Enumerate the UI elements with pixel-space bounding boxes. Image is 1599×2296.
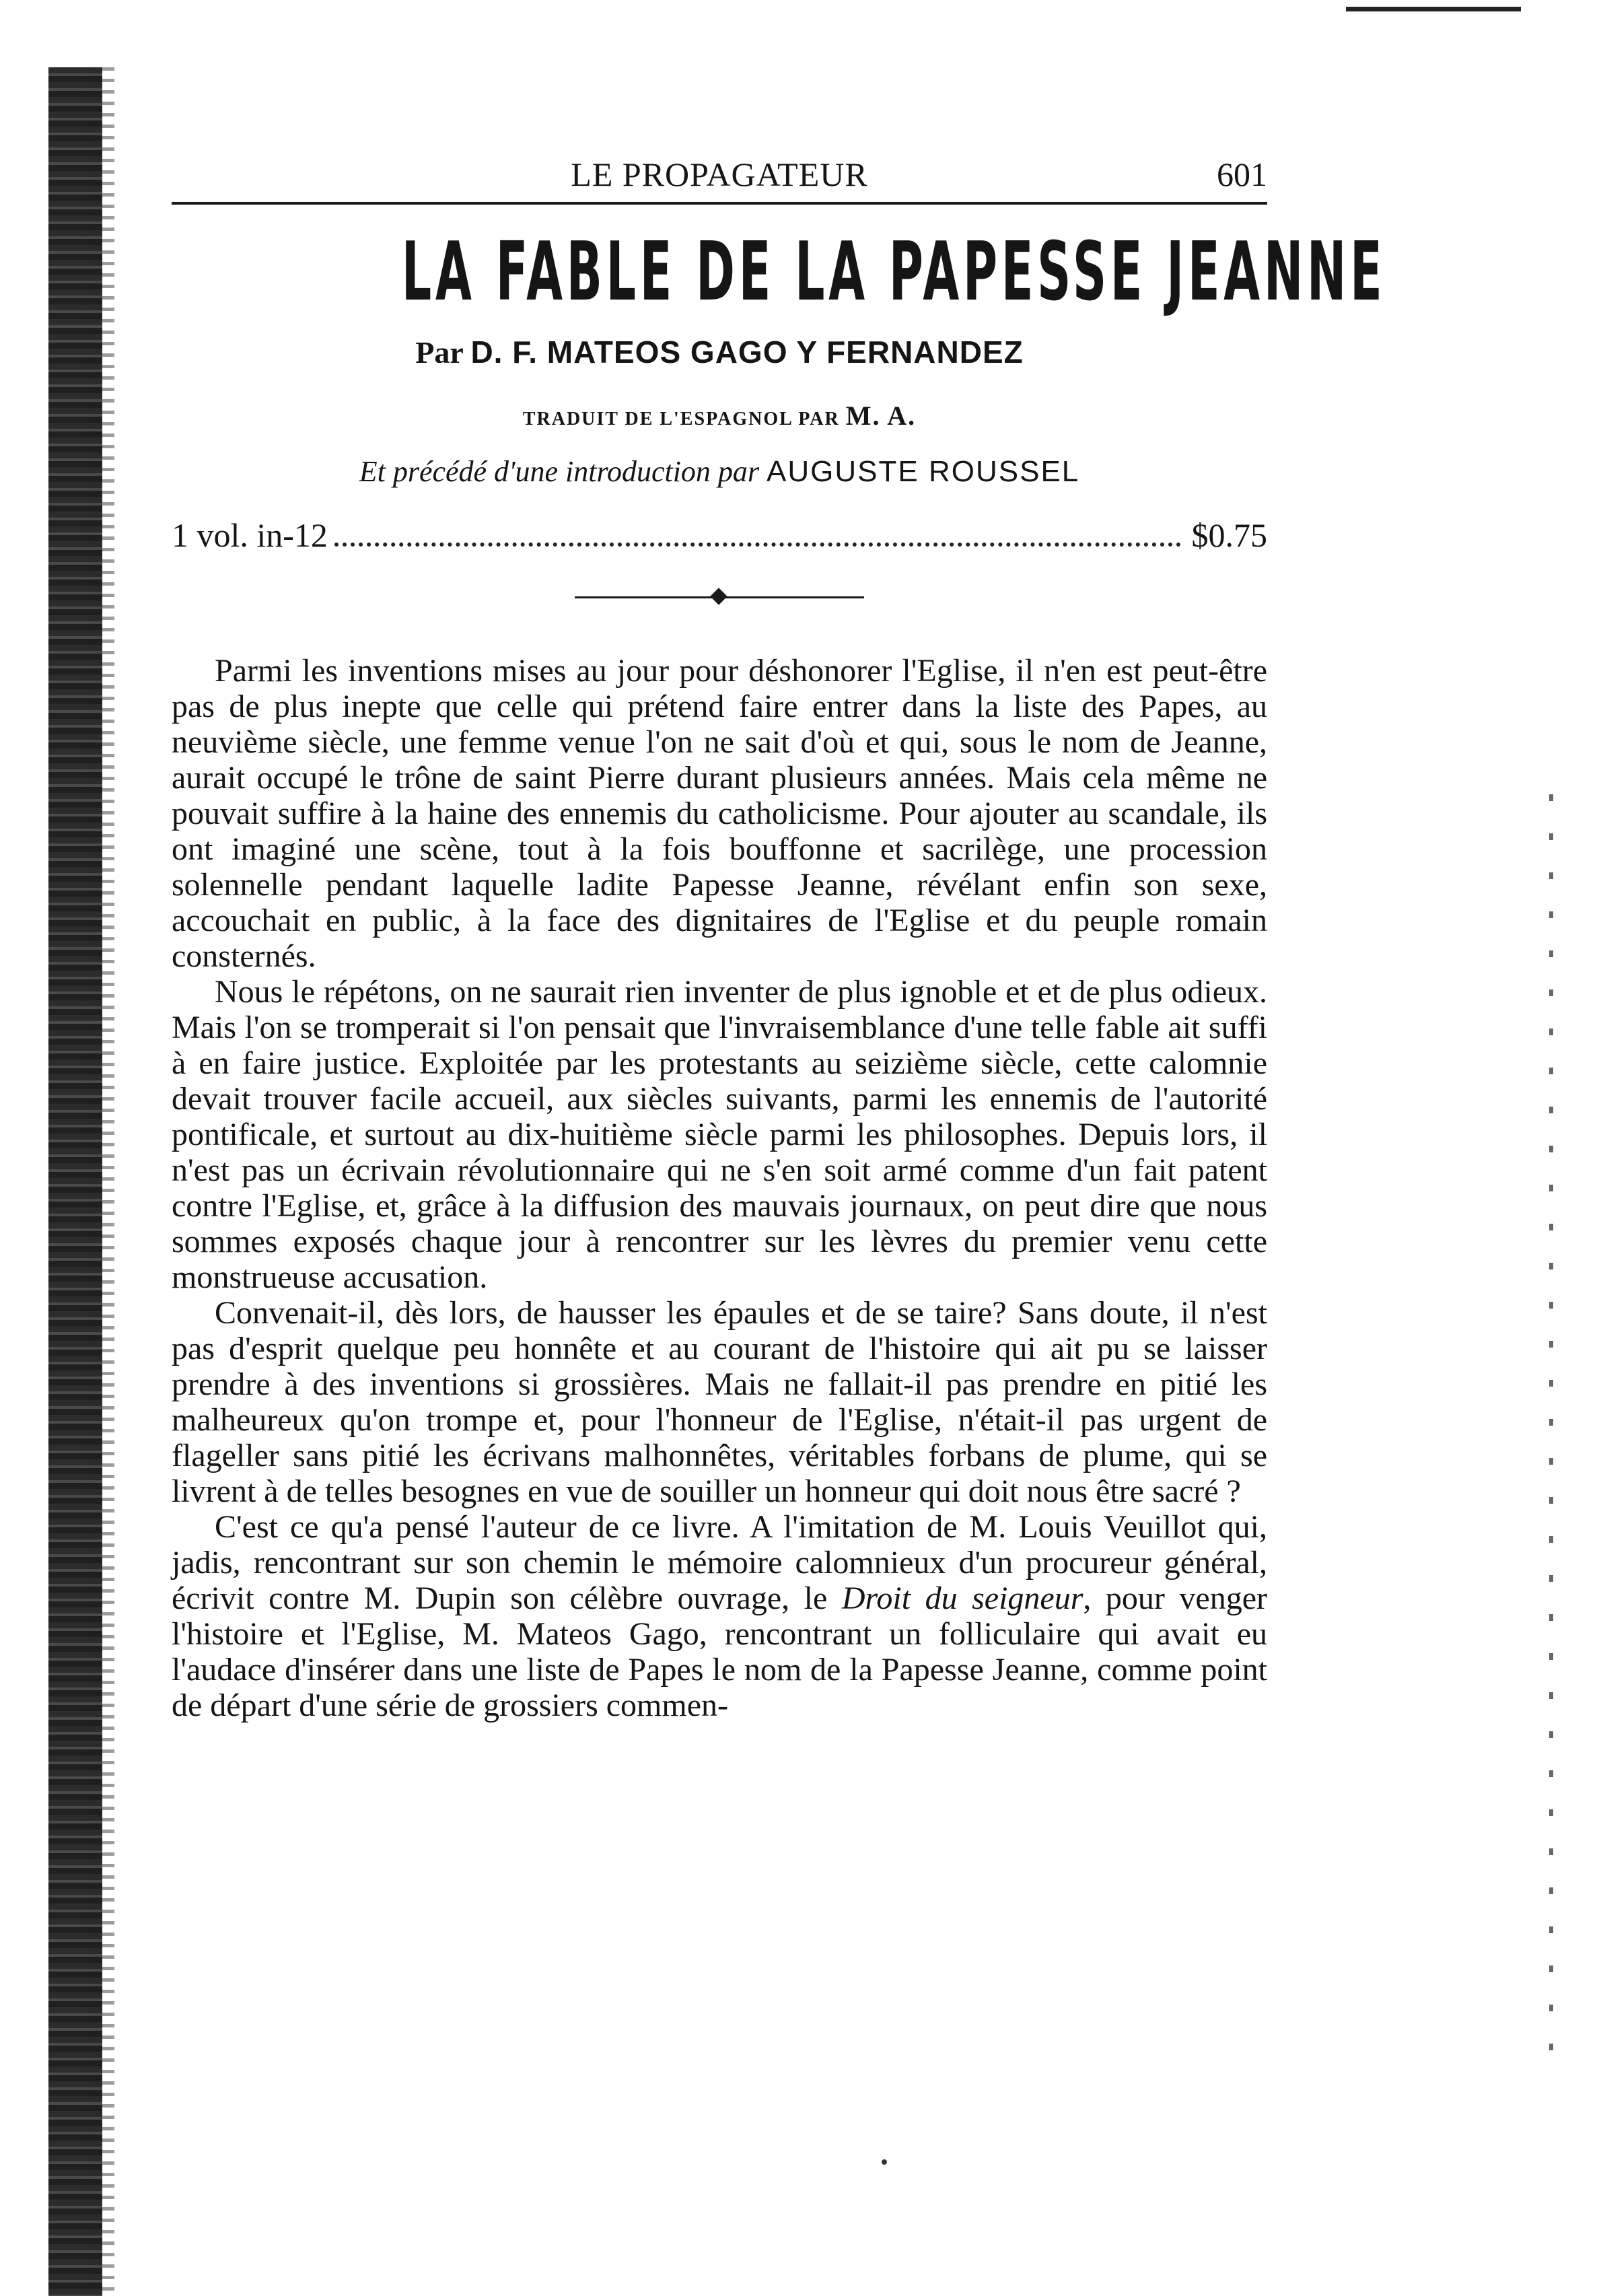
author-name: D. F. MATEOS GAGO Y FERNANDEZ — [470, 335, 1024, 370]
right-margin-specks — [1549, 794, 1553, 2073]
page — [172, 141, 1386, 1723]
price: $0.75 — [1191, 516, 1267, 554]
paragraph-4-end: , pour venger l'histoire et l'Eglise, M. Mateos Gago, rencontrant un folliculaire qui avait eu l'audace d'insérer dans une liste de Papes le nom de la Papesse Jeanne, comme point de départ d'une série de grossiers commen- — [172, 1580, 1268, 1723]
binding-edge-shadow — [48, 67, 102, 2296]
book-title: LA FABLE DE LA PAPESSE JEANNE — [401, 225, 1386, 319]
book-reference: Droit du seigneur — [841, 1580, 1083, 1616]
paragraph-1: Parmi les inventions mises au jour pour déshonorer l'Eglise, il n'en est peut-être pas de plus inepte que celle qui prétend faire entrer dans la liste des Papes, au neuvième siècle, une femme venue l'on ne sait d'où et qui, sous le nom de Jeanne, aurait occupé le trône de saint Pierre durant plusieurs années. Mais cela même ne pouvait suffire à la haine des ennemis du catholicisme. Pour ajouter au scandale, ils ont imaginé une scène, tout à la fois bouffonne et sacrilège, une procession solennelle pendant laquelle ladite Papesse Jeanne, révélant enfin son sexe, accouchait en public, à la face des dignitaires de l'Eglise et du peuple romain consternés. — [172, 653, 1267, 974]
byline — [172, 334, 1267, 370]
paragraph-3: Convenait-il, dès lors, de hausser les épaules et de se taire? Sans doute, il n'est pas d'esprit quelque peu honnête et au courant de l'histoire qui ait pu se laisser prendre à des inventions si grossières. Mais ne fallait-il pas prendre en pitié les malheureux qu'on trompe et, pour l'honneur de l'Eglise, n'était-il pas urgent de flageller sans pitié les écrivans malhonnêtes, véritables forbans de plume, qui se livrent à de telles besognes en vue de souiller un honneur qui doit nous être sacré ? — [172, 1295, 1267, 1509]
paragraph-4 — [172, 1509, 1267, 1723]
section-ornament — [575, 584, 864, 611]
article-body — [172, 653, 1267, 1723]
volume-format: 1 vol. in-12 — [172, 516, 328, 554]
paragraph-4-start: C'est ce qu'a pensé l'auteur de ce livre. A l'imitation de M. Louis Veuillot qui, jadis, rencontrant sur son chemin le mémoire calomnieux d'un procureur général, écrivit contre M. Dupin son célèbre ouvrage, le — [172, 1509, 1267, 1616]
translator-name: M. A. — [845, 401, 917, 431]
bottom-speck — [882, 2159, 887, 2165]
paragraph-2: Nous le répétons, on ne saurait rien inventer de plus ignoble et et de plus odieux. Mais l'on se tromperait si l'on pensait que l'invraisemblance d'une telle fable ait suffi à en faire justice. Exploitée par les protestants au seizième siècle, cette calomnie devait trouver facile accueil, aux siècles suivants, parmi les ennemis de l'autorité pontificale, et surtout au dix-huitième siècle parmi les philosophes. Depuis lors, il n'est pas un écrivain révolutionnaire qui ne s'en soit armé comme d'un fait patent contre l'Eglise, et, grâce à la diffusion des mauvais journaux, on peut dire que nous sommes exposés chaque jour à rencontrer sur les lèvres du premier venu cette monstrueuse accusation. — [172, 974, 1267, 1295]
diamond-icon — [710, 588, 727, 604]
page-number: 601 — [1217, 155, 1267, 193]
introduction-lead: Et précédé d'une introduction par — [359, 455, 760, 488]
translator-prefix: TRADUIT DE L'ESPAGNOL PAR — [522, 409, 840, 429]
introduction-author: AUGUSTE ROUSSEL — [767, 455, 1080, 488]
dot-leader — [334, 543, 1181, 547]
running-head — [172, 141, 1267, 205]
translator-line — [172, 400, 1267, 431]
introduction-line — [172, 454, 1267, 489]
running-title: LE PROPAGATEUR — [571, 155, 868, 193]
price-line — [172, 516, 1267, 555]
top-rule-fragment — [1346, 7, 1521, 11]
byline-prefix: Par — [415, 335, 463, 370]
